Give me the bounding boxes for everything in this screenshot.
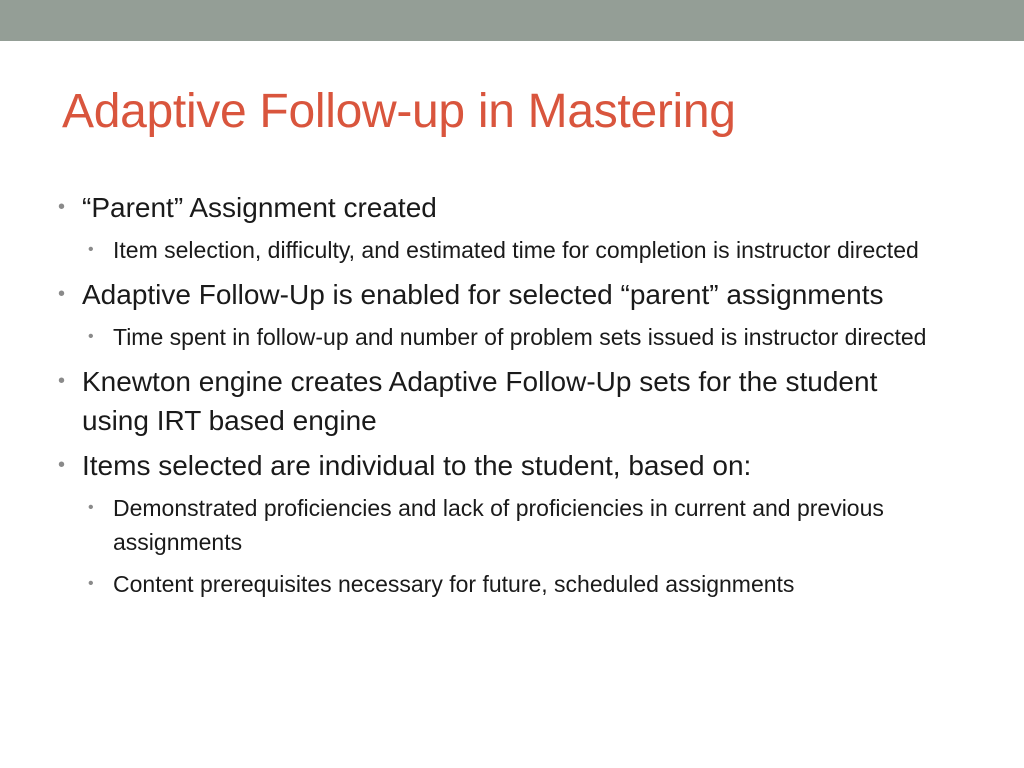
- bullet-item: [58, 188, 978, 227]
- sub-bullet-item: [88, 233, 978, 267]
- sub-bullet-item: [88, 320, 978, 354]
- sub-bullet-text: Time spent in follow-up and number of problem sets issued is instructor directed: [113, 324, 927, 350]
- bullet-list: [58, 188, 978, 609]
- sub-bullet-item: [88, 567, 978, 601]
- bullet-icon: •: [58, 454, 66, 476]
- bullet-text: Items selected are individual to the student, based on:: [82, 450, 752, 481]
- top-accent-bar: [0, 0, 1024, 41]
- bullet-item: [58, 362, 978, 440]
- bullet-text: Adaptive Follow-Up is enabled for selected “parent” assignments: [82, 279, 884, 310]
- bullet-text: “Parent” Assignment created: [82, 192, 437, 223]
- sub-bullet-text: Demonstrated proficiencies and lack of proficiencies in current and previous assignments: [113, 495, 884, 555]
- bullet-item: [58, 275, 978, 314]
- sub-bullet-item: [88, 491, 978, 559]
- slide-title: Adaptive Follow-up in Mastering: [62, 85, 736, 138]
- bullet-icon: •: [58, 283, 66, 305]
- bullet-icon: •: [88, 328, 94, 345]
- bullet-icon: •: [88, 575, 94, 592]
- bullet-icon: •: [88, 499, 94, 516]
- bullet-text: Knewton engine creates Adaptive Follow-Up sets for the student using IRT based engine: [82, 366, 878, 436]
- bullet-item: [58, 446, 978, 485]
- bullet-icon: •: [58, 196, 66, 218]
- bullet-icon: •: [58, 370, 66, 392]
- sub-bullet-text: Item selection, difficulty, and estimated time for completion is instructor directed: [113, 237, 919, 263]
- bullet-icon: •: [88, 241, 94, 258]
- sub-bullet-text: Content prerequisites necessary for future, scheduled assignments: [113, 571, 795, 597]
